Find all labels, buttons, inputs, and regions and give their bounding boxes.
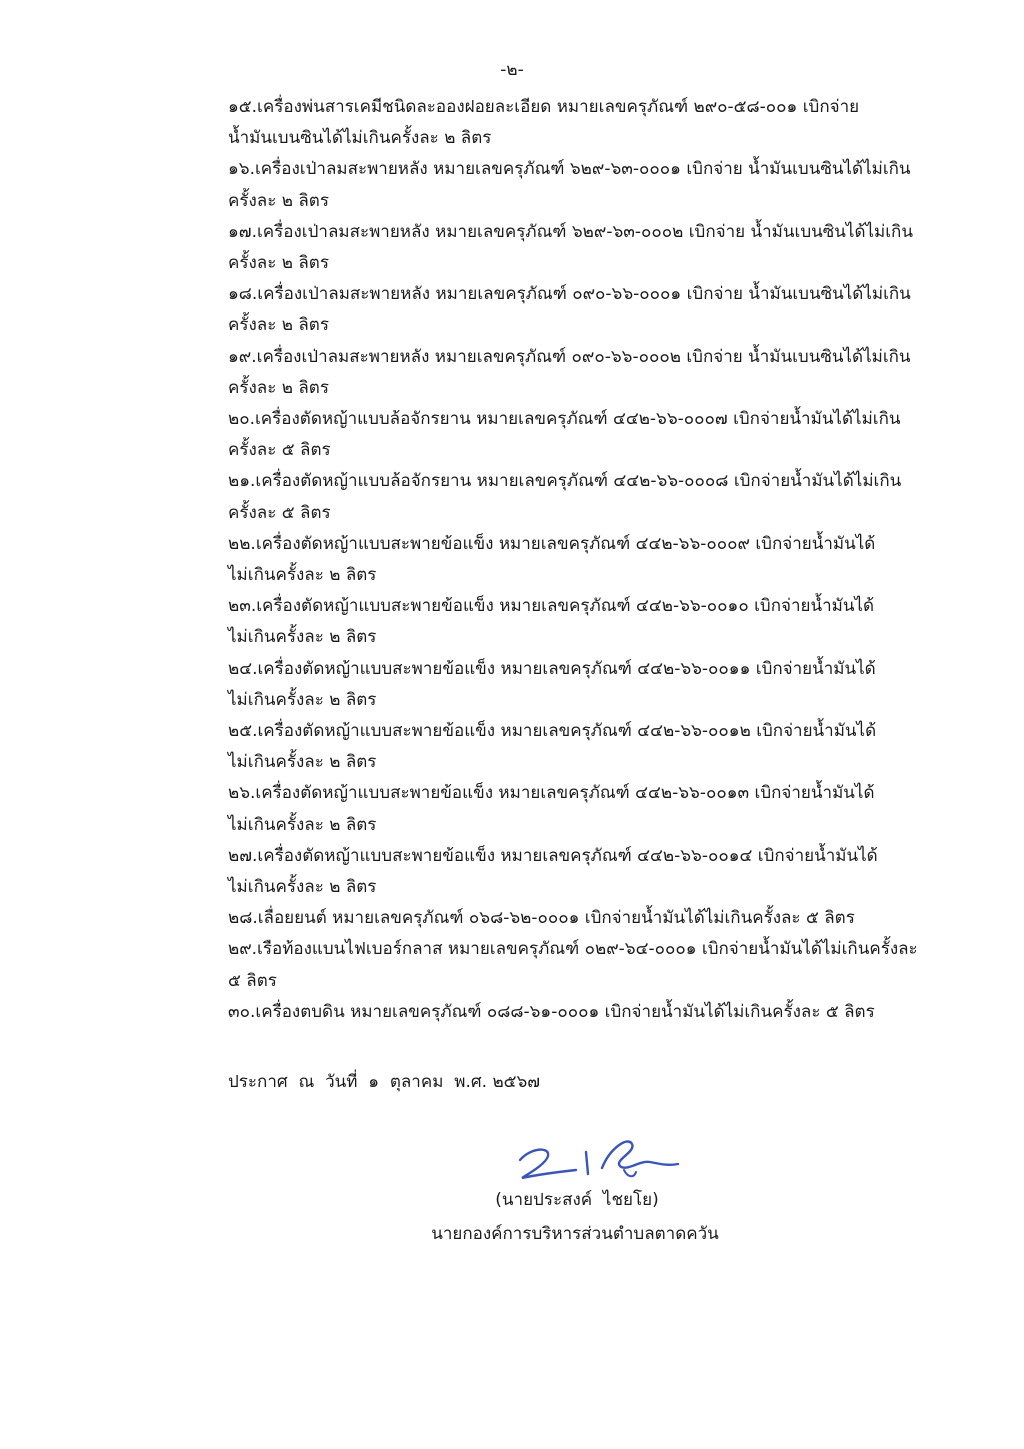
list-item-line: ๒๗.เครื่องตัดหญ้าแบบสะพายข้อแข็ง หมายเลขครุภัณฑ์ ๔๔๒-๖๖-๐๐๑๔ เบิกจ่ายน้ำมันได้: [228, 845, 878, 866]
list-item: [228, 92, 944, 154]
equipment-list: [228, 92, 944, 1028]
list-item: [228, 934, 944, 996]
list-item: [228, 654, 944, 716]
list-item: [228, 997, 944, 1028]
list-item-line: ๑๘.เครื่องเป่าลมสะพายหลัง หมายเลขครุภัณฑ์ ๐๙๐-๖๖-๐๐๐๑ เบิกจ่าย น้ำมันเบนซินได้ไม่เกิน: [228, 284, 911, 305]
list-item-continuation: ครั้งละ ๒ ลิตร: [228, 377, 329, 398]
signer-name: (นายประสงค์ ไชยโย): [495, 1190, 659, 1210]
list-item: [228, 342, 944, 404]
list-item-line: ๑๙.เครื่องเป่าลมสะพายหลัง หมายเลขครุภัณฑ์ ๐๙๐-๖๖-๐๐๐๒ เบิกจ่าย น้ำมันเบนซินได้ไม่เกิน: [228, 346, 911, 367]
list-item-line: ๒๖.เครื่องตัดหญ้าแบบสะพายข้อแข็ง หมายเลขครุภัณฑ์ ๔๔๒-๖๖-๐๐๑๓ เบิกจ่ายน้ำมันได้: [228, 783, 875, 804]
list-item: [228, 778, 944, 840]
list-item-line: ๒๕.เครื่องตัดหญ้าแบบสะพายข้อแข็ง หมายเลขครุภัณฑ์ ๔๔๒-๖๖-๐๐๑๒ เบิกจ่ายน้ำมันได้: [228, 721, 877, 742]
list-item-line: ๒๒.เครื่องตัดหญ้าแบบสะพายข้อแข็ง หมายเลขครุภัณฑ์ ๔๔๒-๖๖-๐๐๐๙ เบิกจ่ายน้ำมันได้: [228, 533, 876, 554]
list-item: [228, 591, 944, 653]
list-item-continuation: ไม่เกินครั้งละ ๒ ลิตร: [228, 689, 377, 710]
list-item-line: ๒๐.เครื่องตัดหญ้าแบบล้อจักรยาน หมายเลขครุภัณฑ์ ๔๔๒-๖๖-๐๐๐๗ เบิกจ่ายน้ำมันได้ไม่เกิน: [228, 409, 901, 430]
list-item-line: ๑๕.เครื่องพ่นสารเคมีชนิดละอองฝอยละเอียด หมายเลขครุภัณฑ์ ๒๙๐-๕๘-๐๐๑ เบิกจ่าย: [228, 97, 860, 117]
list-item: [228, 154, 944, 216]
list-item-continuation: ไม่เกินครั้งละ ๒ ลิตร: [228, 627, 377, 648]
list-item-line: ๑๗.เครื่องเป่าลมสะพายหลัง หมายเลขครุภัณฑ์ ๖๒๙-๖๓-๐๐๐๒ เบิกจ่าย น้ำมันเบนซินได้ไม่เกิน: [228, 221, 913, 242]
list-item-line: ๑๖.เครื่องเป่าลมสะพายหลัง หมายเลขครุภัณฑ์ ๖๒๙-๖๓-๐๐๐๑ เบิกจ่าย น้ำมันเบนซินได้ไม่เกิน: [228, 159, 911, 180]
list-item: [228, 279, 944, 341]
list-item-continuation: ไม่เกินครั้งละ ๒ ลิตร: [228, 814, 377, 835]
signer-title: นายกองค์การบริหารส่วนตำบลตาดควัน: [431, 1224, 719, 1244]
list-item-line: ๒๔.เครื่องตัดหญ้าแบบสะพายข้อแข็ง หมายเลขครุภัณฑ์ ๔๔๒-๖๖-๐๐๑๑ เบิกจ่ายน้ำมันได้: [228, 658, 876, 679]
list-item-continuation: ครั้งละ ๒ ลิตร: [228, 253, 329, 274]
list-item-line: ๒๙.เรือท้องแบนไฟเบอร์กลาส หมายเลขครุภัณฑ์ ๐๒๙-๖๔-๐๐๐๑ เบิกจ่ายน้ำมันได้ไม่เกินครั้งละ: [228, 939, 918, 960]
announcement-date: ประกาศ ณ วันที่ ๑ ตุลาคม พ.ศ. ๒๕๖๗: [228, 1072, 541, 1092]
list-item-continuation: ครั้งละ ๒ ลิตร: [228, 315, 329, 336]
list-item-continuation: ครั้งละ ๕ ลิตร: [228, 502, 331, 523]
list-item-continuation: ครั้งละ ๒ ลิตร: [228, 190, 329, 211]
list-item-line: ๒๘.เลื่อยยนต์ หมายเลขครุภัณฑ์ ๐๖๘-๖๒-๐๐๐๑ เบิกจ่ายน้ำมันได้ไม่เกินครั้งละ ๕ ลิตร: [228, 908, 855, 929]
list-item: [228, 716, 944, 778]
list-item-line: ๒๑.เครื่องตัดหญ้าแบบล้อจักรยาน หมายเลขครุภัณฑ์ ๔๔๒-๖๖-๐๐๐๘ เบิกจ่ายน้ำมันได้ไม่เกิน: [228, 471, 902, 492]
list-item-line: ๓๐.เครื่องตบดิน หมายเลขครุภัณฑ์ ๐๘๘-๖๑-๐๐๐๑ เบิกจ่ายน้ำมันได้ไม่เกินครั้งละ ๕ ลิตร: [228, 1001, 875, 1022]
list-item-continuation: ครั้งละ ๕ ลิตร: [228, 440, 331, 461]
list-item-continuation: ๕ ลิตร: [228, 970, 277, 991]
signature: [510, 1130, 685, 1188]
list-item: [228, 903, 944, 934]
list-item-continuation: ไม่เกินครั้งละ ๒ ลิตร: [228, 565, 377, 586]
list-item: [228, 404, 944, 466]
list-item: [228, 466, 944, 528]
list-item-continuation: ไม่เกินครั้งละ ๒ ลิตร: [228, 877, 377, 898]
list-item: [228, 217, 944, 279]
page-number: -๒-: [500, 60, 524, 80]
list-item: [228, 841, 944, 903]
list-item-continuation: ไม่เกินครั้งละ ๒ ลิตร: [228, 752, 377, 773]
list-item-continuation: น้ำมันเบนซินได้ไม่เกินครั้งละ ๒ ลิตร: [228, 128, 492, 149]
list-item: [228, 529, 944, 591]
list-item-line: ๒๓.เครื่องตัดหญ้าแบบสะพายข้อแข็ง หมายเลขครุภัณฑ์ ๔๔๒-๖๖-๐๐๑๐ เบิกจ่ายน้ำมันได้: [228, 596, 875, 617]
